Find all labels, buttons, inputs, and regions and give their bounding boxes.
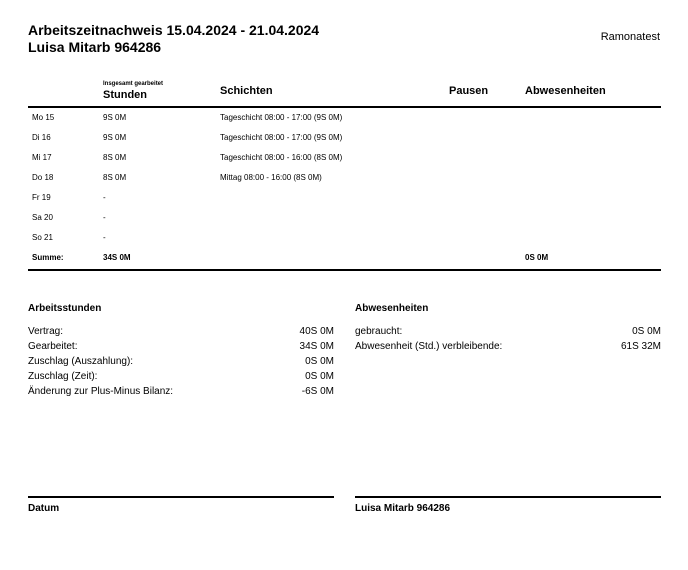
schichten-header: Schichten (220, 85, 273, 97)
hours-cell: 8S 0M (103, 153, 127, 162)
item-label: gebraucht: (355, 326, 403, 337)
shift-cell: Mittag 08:00 - 16:00 (8S 0M) (220, 173, 322, 182)
summary-hours: 34S 0M (103, 253, 131, 262)
hours-cell: - (103, 213, 106, 222)
table-row (28, 168, 661, 188)
item-value: 61S 32M (620, 341, 661, 352)
hours-cell: 9S 0M (103, 133, 127, 142)
abwesenheiten-item (355, 339, 661, 354)
arbeitsstunden-title: Arbeitsstunden (28, 303, 102, 314)
stunden-header: Stunden (103, 89, 147, 101)
employee-signature-line (355, 496, 661, 498)
arbeitsstunden-item (28, 354, 334, 369)
day-cell: So 21 (32, 233, 53, 242)
item-label: Zuschlag (Auszahlung): (28, 356, 134, 367)
day-cell: Di 16 (32, 133, 51, 142)
day-cell: Mo 15 (32, 113, 55, 122)
item-label: Änderung zur Plus-Minus Bilanz: (28, 386, 174, 397)
table-row (28, 208, 661, 228)
day-cell: Fr 19 (32, 193, 51, 202)
day-cell: Mi 17 (32, 153, 52, 162)
item-label: Gearbeitet: (28, 341, 78, 352)
summary-row (28, 248, 661, 268)
day-cell: Do 18 (32, 173, 54, 182)
item-value: 0S 0M (305, 371, 334, 382)
arbeitsstunden-item (28, 339, 334, 354)
report-title: Arbeitszeitnachweis 15.04.2024 - 21.04.2024 (28, 22, 320, 38)
date-signature-label: Datum (28, 503, 60, 514)
table-row (28, 108, 661, 128)
timesheet-table-header (28, 80, 661, 108)
item-label: Zuschlag (Zeit): (28, 371, 98, 382)
table-row (28, 228, 661, 248)
item-label: Abwesenheit (Std.) verbleibende: (355, 341, 503, 352)
pausen-header: Pausen (449, 85, 489, 97)
abwesenheiten-header: Abwesenheiten (525, 85, 606, 97)
date-signature-line (28, 496, 334, 498)
item-value: 0S 0M (632, 326, 661, 337)
arbeitsstunden-item (28, 369, 334, 384)
day-cell: Sa 20 (32, 213, 53, 222)
table-row (28, 188, 661, 208)
table-row (28, 148, 661, 168)
employee-signature-label: Luisa Mitarb 964286 (355, 503, 451, 514)
timesheet-table-body (28, 108, 661, 271)
shift-cell: Tageschicht 08:00 - 16:00 (8S 0M) (220, 153, 343, 162)
item-label: Vertrag: (28, 326, 64, 337)
stunden-subheader: Insgesamt gearbeitet (103, 81, 164, 87)
company-name: Ramonatest (600, 31, 660, 43)
arbeitsstunden-item (28, 324, 334, 339)
hours-cell: - (103, 233, 106, 242)
arbeitsstunden-item (28, 384, 334, 399)
shift-cell: Tageschicht 08:00 - 17:00 (9S 0M) (220, 133, 343, 142)
shift-cell: Tageschicht 08:00 - 17:00 (9S 0M) (220, 113, 343, 122)
summary-absences: 0S 0M (525, 253, 549, 262)
item-value: 34S 0M (299, 341, 334, 352)
abwesenheiten-title: Abwesenheiten (355, 303, 429, 314)
hours-cell: - (103, 193, 106, 202)
summary-label: Summe: (32, 253, 64, 262)
hours-cell: 9S 0M (103, 113, 127, 122)
item-value: 0S 0M (305, 356, 334, 367)
item-value: -6S 0M (301, 386, 334, 397)
hours-cell: 8S 0M (103, 173, 127, 182)
table-row (28, 128, 661, 148)
employee-name: Luisa Mitarb 964286 (28, 39, 162, 55)
item-value: 40S 0M (299, 326, 334, 337)
abwesenheiten-item (355, 324, 661, 339)
